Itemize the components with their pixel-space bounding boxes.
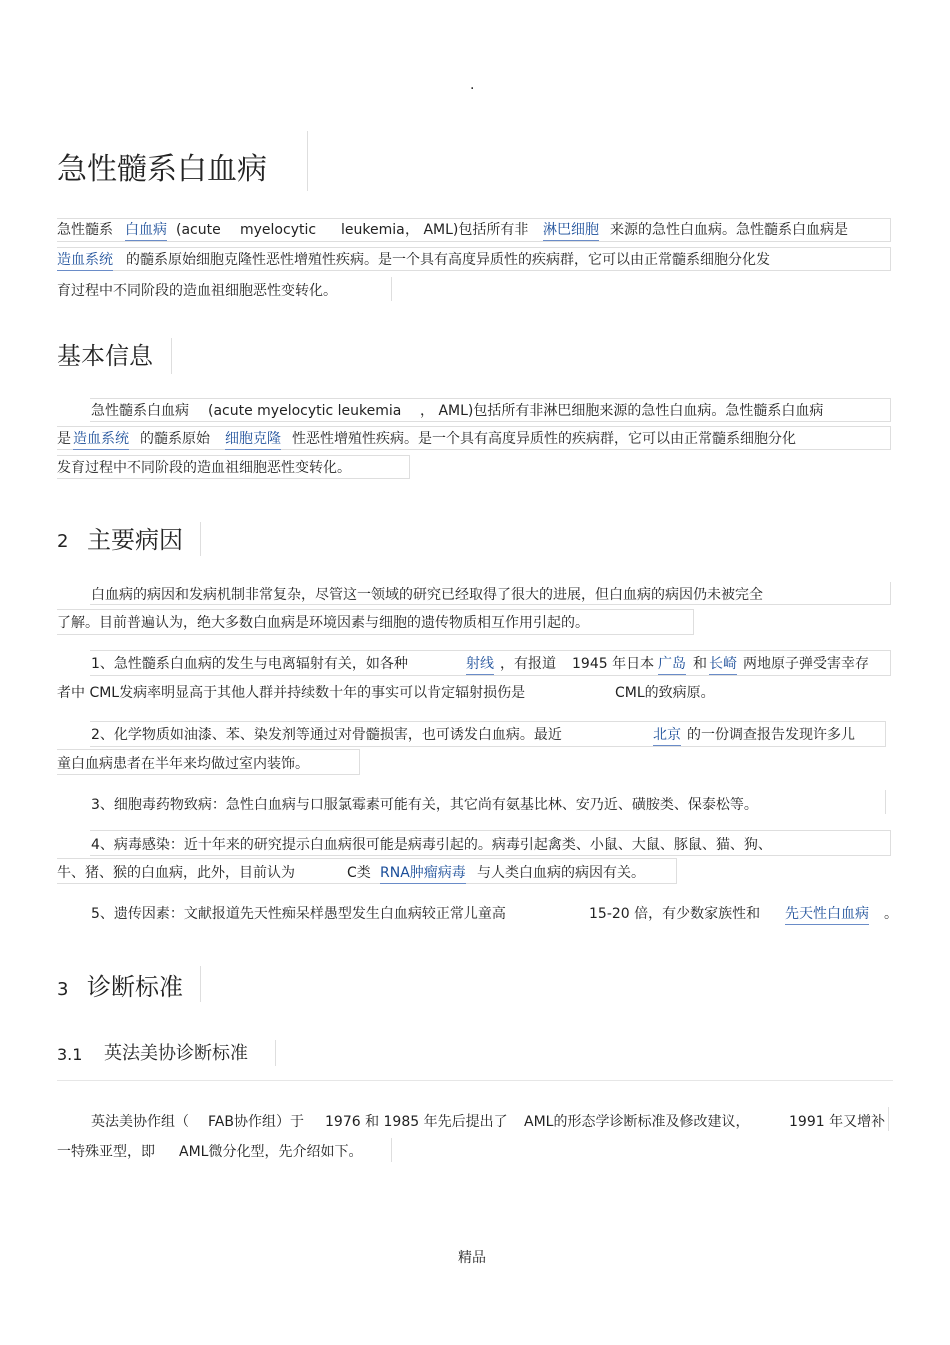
causes-p5-a: 5、遗传因素：文献报道先天性痴呆样愚型发生白血病较正常儿童高 [91,906,506,922]
intro-line1-a: 急性髓系 [57,222,113,238]
basic-heading-edge [171,338,172,374]
causes-heading-number: 2 [57,531,69,552]
intro-line1-b: (acute [176,222,221,238]
link-hematopoietic-system-2[interactable]: 造血系统 [73,430,129,450]
causes-p1-b: ，有报道 [500,656,556,672]
causes-p4-line2-b: C类 [347,865,371,881]
causes-p1-line2-b: CML的致病原。 [615,685,715,701]
intro-line1-d: leukemia [341,222,405,238]
causes-p1-d: 和 [693,656,707,672]
link-congenital-leukemia[interactable]: 先天性白血病 [785,905,869,925]
intro-line3-edge [391,277,392,301]
intro-line3: 育过程中不同阶段的造血祖细胞恶性变转化。 [57,283,337,299]
page-title: 急性髓系白血病 [57,152,267,187]
causes-p0-line2: 了解。目前普遍认为，绝大多数白血病是环境因素与细胞的遗传物质相互作用引起的。 [57,615,589,631]
subheading: 英法美协诊断标准 [104,1043,248,1064]
subheading-edge [275,1040,276,1066]
causes-p4-line2-a: 牛、猪、猴的白血病，此外，目前认为 [57,865,295,881]
basic-line2-c: 性恶性增殖性疾病。是一个具有高度异质性的疾病群，它可以由正常髓系细胞分化 [292,431,796,447]
link-lymphocyte[interactable]: 淋巴细胞 [543,221,599,241]
causes-p1-a: 1、急性髓系白血病的发生与电离辐射有关，如各种 [91,656,408,672]
causes-p2-a: 2、化学物质如油漆、苯、染发剂等通过对骨髓损害，也可诱发白血病。最近 [91,727,562,743]
diagnosis-line1-d: AML的形态学诊断标准及修改建议， [524,1114,750,1130]
causes-p0-line1: 白血病的病因和发病机制非常复杂，尽管这一领域的研究已经取得了很大的进展，但白血病的病因仍未被完全 [91,587,763,603]
causes-p1-c: 1945 年日本 [572,656,655,672]
causes-p1-line2-a: 者中 CML发病率明显高于其他人群并持续数十年的事实可以肯定辐射损伤是 [57,685,526,701]
page-footer: 精品 [458,1250,486,1266]
diagnosis-heading-number: 3 [57,979,69,1000]
causes-heading: 主要病因 [87,526,183,554]
subheading-rule [57,1080,893,1081]
subheading-number: 3.1 [57,1045,83,1064]
basic-line3: 发育过程中不同阶段的造血祖细胞恶性变转化。 [57,460,351,476]
diagnosis-heading: 诊断标准 [87,973,183,1001]
intro-line1-f: 来源的急性白血病。急性髓系白血病是 [610,222,848,238]
intro-line1-c: myelocytic [240,222,317,238]
causes-heading-edge [200,522,201,556]
intro-line1-e: ， AML)包括所有非 [405,222,529,238]
basic-line1-b: (acute myelocytic leukemia [208,403,402,419]
diagnosis-line1-a: 英法美协作组（ [91,1114,189,1130]
basic-line1-a: 急性髓系白血病 [91,403,189,419]
diagnosis-line1-e: 1991 年又增补 [789,1114,886,1130]
diagnosis-line2-a: 一特殊亚型，即 [57,1144,155,1160]
causes-p5-c: 。 [884,906,898,922]
basic-line2-a: 是 [57,431,71,447]
link-hiroshima[interactable]: 广岛 [658,655,686,675]
causes-p2-b: 的一份调查报告发现许多儿 [687,727,855,743]
link-rna-tumor-virus[interactable]: RNA肿瘤病毒 [380,864,466,884]
link-cell-clone[interactable]: 细胞克隆 [225,430,281,450]
diagnosis-line2-b: AML微分化型，先介绍如下。 [179,1144,363,1160]
intro-line2: 的髓系原始细胞克隆性恶性增殖性疾病。是一个具有高度异质性的疾病群，它可以由正常髓系细胞分化发 [126,252,770,268]
causes-p4-line1: 4、病毒感染：近十年来的研究提示白血病很可能是病毒引起的。病毒引起禽类、小鼠、大鼠、豚鼠、猫、狗、 [91,837,772,853]
diagnosis-line2-edge [391,1138,392,1162]
link-nagasaki[interactable]: 长崎 [709,655,737,675]
header-dot: . [470,77,475,93]
causes-p3: 3、细胞毒药物致病：急性白血病与口服氯霉素可能有关，其它尚有氨基比林、安乃近、磺胺类、保泰松等。 [91,797,758,813]
diagnosis-heading-edge [200,966,201,1002]
causes-p5-b: 15-20 倍，有少数家族性和 [589,906,761,922]
link-hematopoietic-system[interactable]: 造血系统 [57,251,113,271]
link-ray[interactable]: 射线 [466,655,494,675]
diagnosis-line1-b: FAB协作组）于 [208,1114,304,1130]
link-beijing[interactable]: 北京 [653,726,681,746]
causes-p3-edge [885,790,886,814]
basic-line2-b: 的髓系原始 [140,431,210,447]
causes-p1-e: 两地原子弹受害幸存 [743,656,869,672]
causes-p2-line2: 童白血病患者在半年来均做过室内装饰。 [57,756,309,772]
basic-line1-c: ， AML)包括所有非淋巴细胞来源的急性白血病。急性髓系白血病 [420,403,824,419]
basic-heading: 基本信息 [57,342,153,370]
causes-p4-line2-c: 与人类白血病的病因有关。 [477,865,645,881]
diagnosis-line1-c: 1976 和 1985 年先后提出了 [325,1114,508,1130]
link-leukemia[interactable]: 白血病 [125,221,167,241]
diagnosis-line1-edge [888,1107,889,1131]
